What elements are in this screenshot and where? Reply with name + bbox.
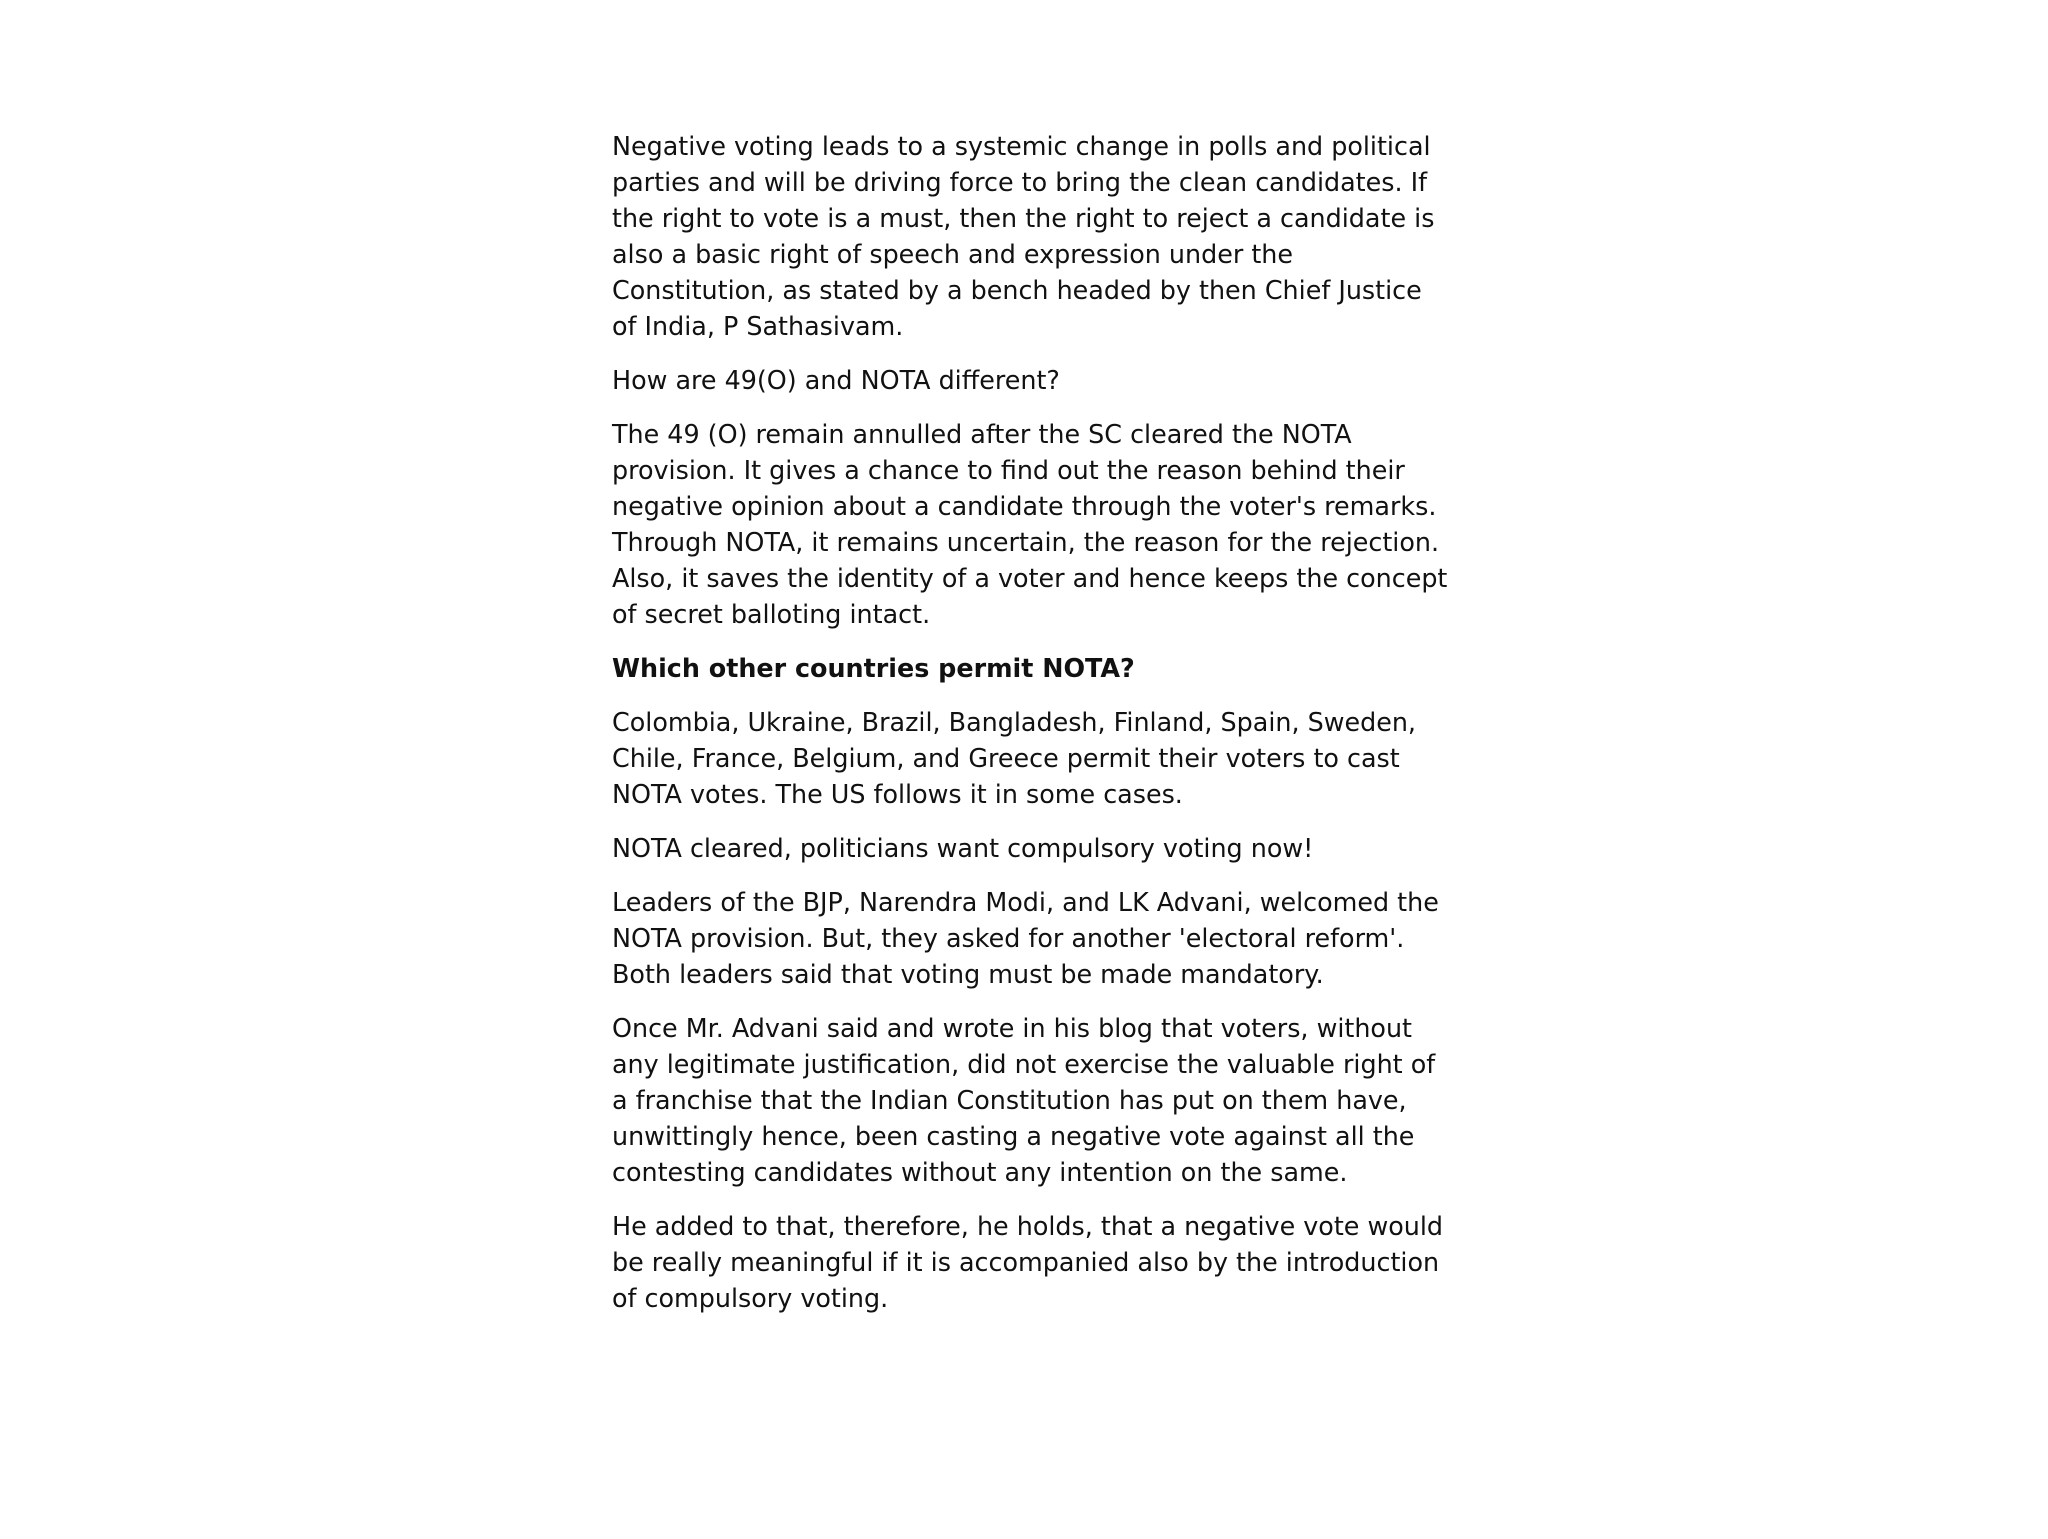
heading-other-countries: Which other countries permit NOTA? [612,653,1135,683]
paragraph-negative-voting: Negative voting leads to a systemic change in polls and political parties and will be driving force to bring the clean candidates. If the right to vote is a must, then the right to reject a candidate is also a basic right of speech and expression under the Constitution, as stated by a bench headed by then Chief Justice of India, P Sathasivam. [612,131,1435,341]
article-body [612,128,1452,1334]
paragraph-advani-blog: Once Mr. Advani said and wrote in his blog that voters, without any legitimate justification, did not exercise the valuable right of a franchise that the Indian Constitution has put on them have, unwittingly hence, been casting a negative vote against all the contesting candidates without any intention on the same. [612,1013,1436,1187]
question-49o-vs-nota: How are 49(O) and NOTA different? [612,365,1060,395]
paragraph-countries-list: Colombia, Ukraine, Brazil, Bangladesh, Finland, Spain, Sweden, Chile, France, Belgium, and Greece permit their voters to cast NOTA votes. The US follows it in some cases. [612,707,1417,809]
paragraph-49o-annulled: The 49 (O) remain annulled after the SC cleared the NOTA provision. It gives a chance to find out the reason behind their negative opinion about a candidate through the voter's remarks. Through NOTA, it remains uncertain, the reason for the rejection. Also, it saves the identity of a voter and hence keeps the concept of secret balloting intact. [612,419,1448,629]
paragraph-compulsory-voting-title: NOTA cleared, politicians want compulsory voting now! [612,833,1314,863]
paragraph-bjp-leaders: Leaders of the BJP, Narendra Modi, and LK Advani, welcomed the NOTA provision. But, they asked for another 'electoral reform'. Both leaders said that voting must be made mandatory. [612,887,1439,989]
paragraph-negative-vote-meaningful: He added to that, therefore, he holds, that a negative vote would be really meaningful if it is accompanied also by the introduction of compulsory voting. [612,1211,1444,1313]
